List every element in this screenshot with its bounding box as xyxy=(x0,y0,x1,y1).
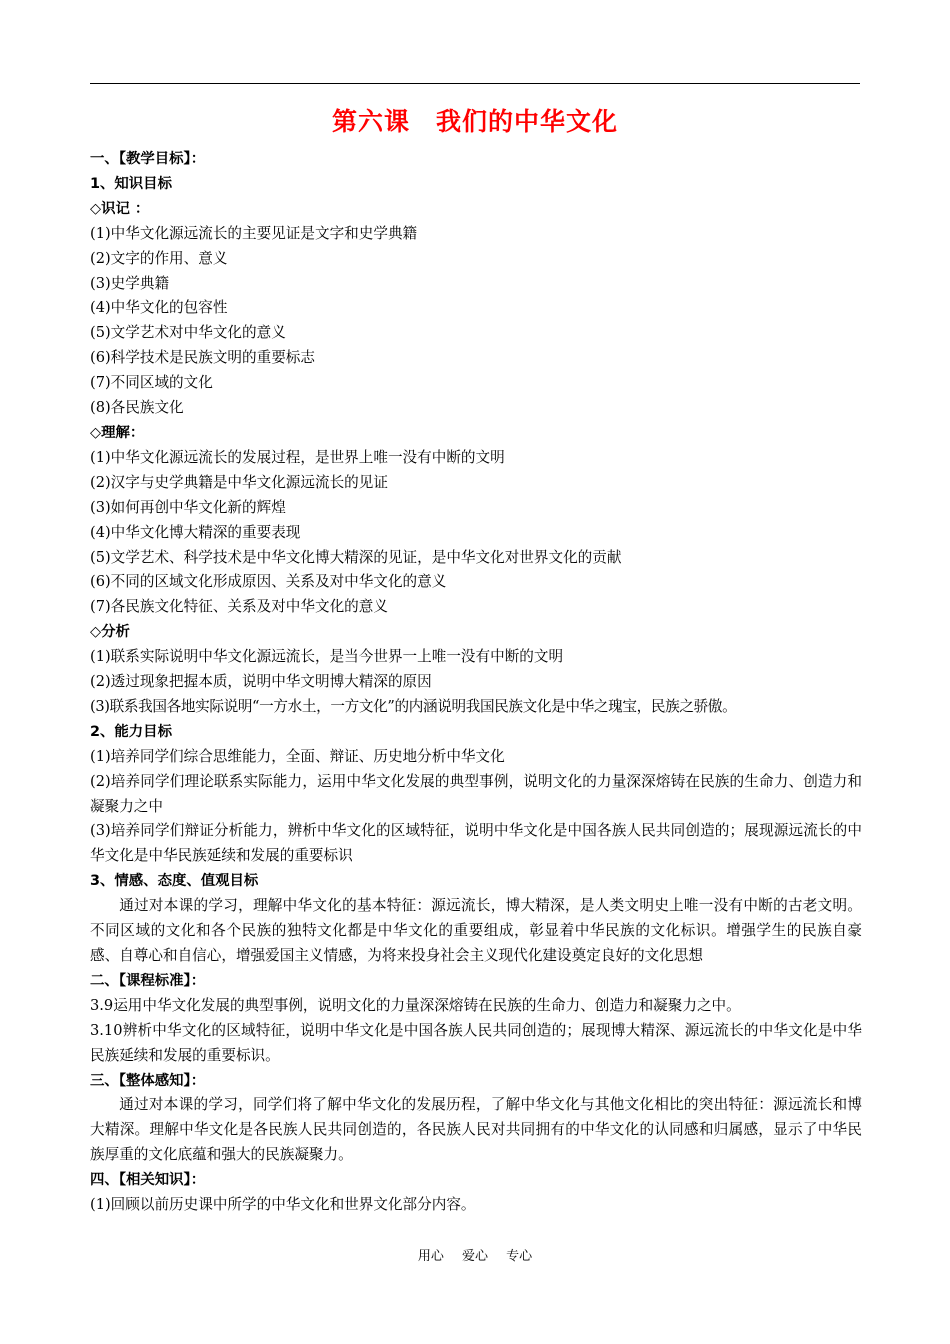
analyze-label: ◇分析 xyxy=(90,624,130,641)
list-item: (1)中华文化源远流长的发展过程，是世界上唯一没有中断的文明 xyxy=(90,448,505,466)
ability-heading: 2、能力目标 xyxy=(90,723,172,740)
emotion-heading: 3、情感、态度、值观目标 xyxy=(90,873,259,890)
list-item: (2)透过现象把握本质，说明中华文明博大精深的原因 xyxy=(90,673,432,691)
overview-paragraph: 通过对本课的学习，同学们将了解中华文化的发展历程，了解中华文化与其他文化相比的突出特征：源远流长和博大精深。理解中华文化是各民族人民共同创造的，各民族人民对共同拥有的中华文化的认同感和归属感，显示了中华民族厚重的文化底蕴和强大的民族凝聚力。 xyxy=(90,1096,862,1164)
footer-text: 专心 xyxy=(506,1249,533,1264)
list-item: (1)培养同学们综合思维能力，全面、辩证、历史地分析中华文化 xyxy=(90,747,505,765)
list-item: (2)文字的作用、意义 xyxy=(90,249,228,267)
list-item: (1)回顾以前历史课中所学的中华文化和世界文化部分内容。 xyxy=(90,1196,476,1214)
list-item: (8)各民族文化 xyxy=(90,399,184,417)
list-item: (5)文学艺术、科学技术是中华文化博大精深的见证，是中华文化对世界文化的贡献 xyxy=(90,548,622,566)
standard-item: 3.10辨析中华文化的区域特征，说明中华文化是中国各族人民共同创造的；展现博大精深、源远流长的中华文化是中华民族延续和发展的重要标识。 xyxy=(90,1021,862,1064)
list-item: (6)科学技术是民族文明的重要标志 xyxy=(90,349,315,367)
document-body xyxy=(90,147,862,1218)
list-item: (1)联系实际说明中华文化源远流长，是当今世界一上唯一没有中断的文明 xyxy=(90,648,564,666)
understand-label: ◇理解： xyxy=(90,424,145,441)
section-heading-related: 四、【相关知识】： xyxy=(90,1172,206,1189)
list-item: (1)中华文化源远流长的主要见证是文字和史学典籍 xyxy=(90,224,418,242)
list-item: (3)如何再创中华文化新的辉煌 xyxy=(90,498,286,516)
list-item: (5)文学艺术对中华文化的意义 xyxy=(90,324,286,342)
section-heading-objectives: 一、【教学目标】： xyxy=(90,151,206,167)
section-heading-standards: 二、【课程标准】： xyxy=(90,972,206,989)
page-title: 第六课 我们的中华文化 xyxy=(331,107,618,136)
emotion-paragraph: 通过对本课的学习，理解中华文化的基本特征：源远流长，博大精深，是人类文明史上唯一没有中断的古老文明。不同区域的文化和各个民族的独特文化都是中华文化的重要组成，彰显着中华民族的文化标识。增强学生的民族自豪感、自尊心和自信心，增强爱国主义情感，为将来投身社会主义现代化建设奠定良好的文化思想 xyxy=(90,897,862,964)
list-item: (7)各民族文化特征、关系及对中华文化的意义 xyxy=(90,598,388,616)
list-item: (2)汉字与史学典籍是中华文化源远流长的见证 xyxy=(90,473,388,491)
section-heading-overview: 三、【整体感知】： xyxy=(90,1072,206,1089)
list-item: (3)联系我国各地实际说明“一方水土，一方文化”的内涵说明我国民族文化是中华之瑰宝，民族之骄傲。 xyxy=(90,697,737,715)
standard-item: 3.9运用中华文化发展的典型事例，说明文化的力量深深熔铸在民族的生命力、创造力和凝聚力之中。 xyxy=(90,996,741,1014)
list-item: (3)史学典籍 xyxy=(90,274,170,292)
footer-text: 爱心 xyxy=(461,1249,488,1264)
list-item: (4)中华文化的包容性 xyxy=(90,299,228,317)
memorize-label: ◇识记 ： xyxy=(90,200,150,217)
knowledge-heading: 1、知识目标 xyxy=(90,175,172,192)
list-item: (7)不同区域的文化 xyxy=(90,374,213,392)
list-item: (3)培养同学们辩证分析能力，辨析中华文化的区域特征，说明中华文化是中国各族人民共同创造的；展现源远流长的中华文化是中华民族延续和发展的重要标识 xyxy=(90,822,862,865)
header-rule xyxy=(90,83,860,84)
page-footer xyxy=(0,1247,950,1267)
list-item: (4)中华文化博大精深的重要表现 xyxy=(90,523,301,541)
list-item: (6)不同的区域文化形成原因、关系及对中华文化的意义 xyxy=(90,573,447,591)
footer-text: 用心 xyxy=(417,1249,444,1264)
list-item: (2)培养同学们理论联系实际能力，运用中华文化发展的典型事例，说明文化的力量深深熔铸在民族的生命力、创造力和凝聚力之中 xyxy=(90,772,862,815)
